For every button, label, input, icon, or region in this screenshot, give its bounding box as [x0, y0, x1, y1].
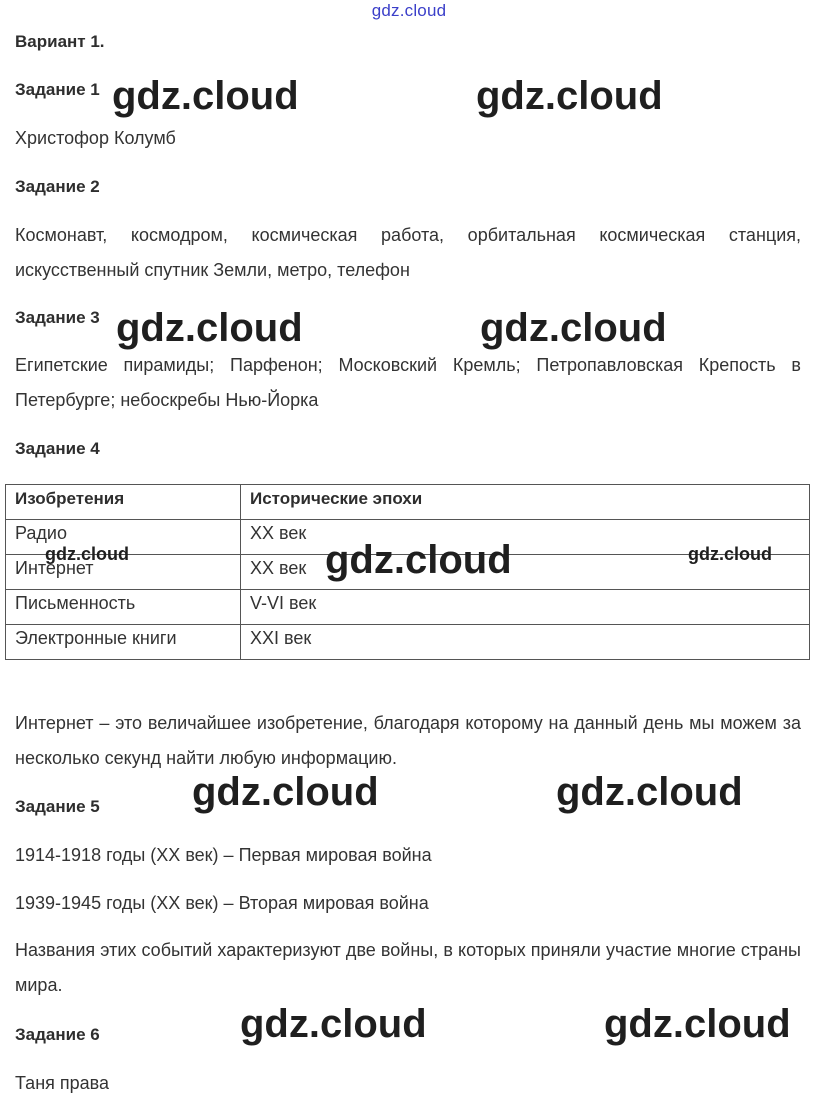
watermark: gdz.cloud	[192, 770, 379, 814]
task-5-answer: Названия этих событий характеризуют две войны, в которых приняли участие многие страны мира.	[15, 940, 801, 995]
watermark: gdz.cloud	[240, 1002, 427, 1046]
table-header-cell: Изобретения	[6, 485, 241, 520]
table-cell: V-VI век	[241, 590, 810, 625]
table-cell: XX век	[241, 555, 810, 590]
task-4-answer: Интернет – это величайшее изобретение, благодаря которому на данный день мы можем за несколько секунд найти любую информацию.	[15, 713, 801, 768]
watermark: gdz.cloud	[116, 306, 303, 350]
table-cell: XX век	[241, 520, 810, 555]
table-row	[6, 625, 810, 660]
watermark: gdz.cloud	[604, 1002, 791, 1046]
watermark: gdz.cloud	[476, 74, 663, 118]
watermark: gdz.cloud	[325, 538, 512, 582]
task-1-answer: Христофор Колумб	[15, 128, 176, 148]
table-row	[6, 590, 810, 625]
task-5-line-1: 1914-1918 годы (XX век) – Первая мировая война	[15, 845, 432, 865]
task-1-heading: Задание 1	[15, 80, 100, 99]
task-4-heading: Задание 4	[15, 439, 100, 458]
variant-title: Вариант 1.	[15, 32, 105, 51]
table-header-cell: Исторические эпохи	[241, 485, 810, 520]
watermark: gdz.cloud	[688, 544, 772, 564]
watermark: gdz.cloud	[480, 306, 667, 350]
table-header-row	[6, 485, 810, 520]
task-5-line-2: 1939-1945 годы (XX век) – Вторая мировая война	[15, 893, 429, 913]
table-cell: Электронные книги	[6, 625, 241, 660]
task-2-heading: Задание 2	[15, 177, 100, 196]
task-6-heading: Задание 6	[15, 1025, 100, 1044]
table-cell: Интернет	[6, 555, 241, 590]
table-cell: XXI век	[241, 625, 810, 660]
table-cell: Радио	[6, 520, 241, 555]
watermark: gdz.cloud	[556, 770, 743, 814]
task-5-heading: Задание 5	[15, 797, 100, 816]
watermark: gdz.cloud	[45, 544, 129, 564]
table-cell: Письменность	[6, 590, 241, 625]
task-6-answer: Таня права	[15, 1073, 110, 1093]
task-3-heading: Задание 3	[15, 308, 100, 327]
watermark: gdz.cloud	[112, 74, 299, 118]
top-watermark: gdz.cloud	[371, 1, 447, 20]
task-2-answer: Космонавт, космодром, космическая работа, орбитальная космическая станция, искусственный спутник Земли, метро, телефон	[15, 225, 801, 280]
task-3-answer: Египетские пирамиды; Парфенон; Московский Кремль; Петропавловская Крепость в Петербурге; небоскребы Нью-Йорка	[15, 355, 801, 410]
